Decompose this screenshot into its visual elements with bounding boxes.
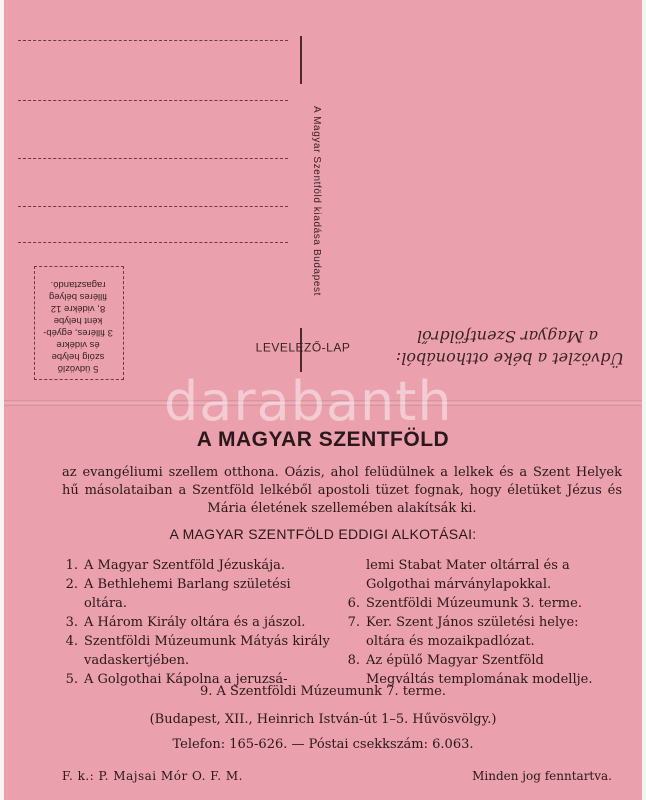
stamp-note-line: 5 üdvözlő	[57, 363, 99, 374]
divider-bar	[300, 36, 302, 84]
works-list-right	[340, 556, 612, 689]
greeting-text	[334, 325, 624, 369]
stamp-note-line: filléres bélyeg	[48, 291, 108, 302]
item-number: 8.	[347, 653, 360, 668]
list-item	[340, 594, 612, 613]
list-item	[340, 556, 612, 594]
card-label-rotated: LEVELEZŐ-LAP	[255, 340, 351, 355]
item-text: A Magyar Szentföld Jézuskája.	[84, 558, 285, 573]
item-number: 5.	[65, 672, 78, 687]
list-item	[58, 556, 336, 575]
item-text: A Három Király oltára és a jászol.	[84, 615, 306, 630]
works-list-left	[58, 556, 336, 689]
address-line	[18, 242, 288, 243]
editor-credit: F. k.: P. Majsai Mór O. F. M.	[62, 769, 243, 783]
address-line	[18, 100, 288, 101]
item-text: A Bethlehemi Barlang születési oltára.	[84, 577, 291, 611]
item-number	[340, 556, 366, 594]
address-line	[18, 40, 288, 41]
stamp-note-line: ként helybe	[53, 315, 103, 326]
intro-paragraph: az evangéliumi szellem otthona. Oázis, ahol felüdülnek a lelkek és a Szent Helyek hű másolataiban a Szentföld lelkéből apostoli tüzet fognak, hogy életüket Jézus és Mária életének szellemében alakítsák ki.	[62, 465, 622, 516]
item-text: A Golgothai Kápolna a jeruzsá-	[84, 672, 288, 687]
item-number: 3.	[65, 615, 78, 630]
item-text: Ker. Szent János születési helye: oltára és mozaikpadlózat.	[366, 615, 579, 649]
phone-and-account: Telefon: 165-626. — Póstai csekkszám: 6.063.	[172, 737, 474, 752]
item-text: lemi Stabat Mater oltárral és a Golgothai márványlapokkal.	[366, 558, 570, 592]
postcard	[4, 0, 642, 800]
rights-notice: Minden jog fenntartva.	[472, 769, 612, 783]
page-title: A MAGYAR SZENTFÖLD	[196, 428, 450, 451]
list-item	[58, 575, 336, 613]
stamp-note	[38, 270, 118, 374]
postal-address: (Budapest, XII., Heinrich István-út 1–5. Hűvösvölgy.)	[149, 712, 497, 727]
list-item	[58, 632, 336, 670]
item-text: Az épülő Magyar Szentföld Megváltás templomának modellje.	[366, 653, 593, 687]
publisher-text: A Magyar Szentföld kiadása Budapest	[311, 106, 322, 296]
item-text: Szentföldi Múzeumunk Mátyás király vadaskertjében.	[84, 634, 330, 668]
list-item-9: 9. A Szentföldi Múzeumunk 7. terme.	[199, 684, 446, 699]
address-side	[4, 0, 642, 400]
watermark: darabanth	[164, 370, 453, 433]
address-line	[18, 206, 288, 207]
item-number: 2.	[65, 577, 78, 592]
stamp-note-line: 8, vidékre 12	[50, 303, 106, 314]
greeting-line: Üdvözlet a béke otthonából:	[395, 349, 624, 368]
item-number: 6.	[347, 596, 360, 611]
item-text: Szentföldi Múzeumunk 3. terme.	[366, 596, 582, 611]
works-heading: A MAGYAR SZENTFÖLD EDDIGI ALKOTÁSAI:	[169, 526, 477, 542]
item-number: 7.	[347, 615, 360, 630]
stamp-note-line: szóig helybe	[51, 351, 105, 362]
list-item	[340, 613, 612, 651]
stamp-note-line: ragasztandó.	[50, 279, 106, 290]
message-side	[4, 406, 642, 800]
item-number: 4.	[65, 634, 78, 649]
address-line	[18, 158, 288, 159]
item-number: 1.	[65, 558, 78, 573]
stamp-note-line: 3 filléres, egyéb-	[43, 327, 113, 338]
greeting-line: a Magyar Szentföldről	[416, 327, 598, 346]
stamp-note-line: és vidékre	[56, 339, 100, 350]
list-item	[58, 613, 336, 632]
